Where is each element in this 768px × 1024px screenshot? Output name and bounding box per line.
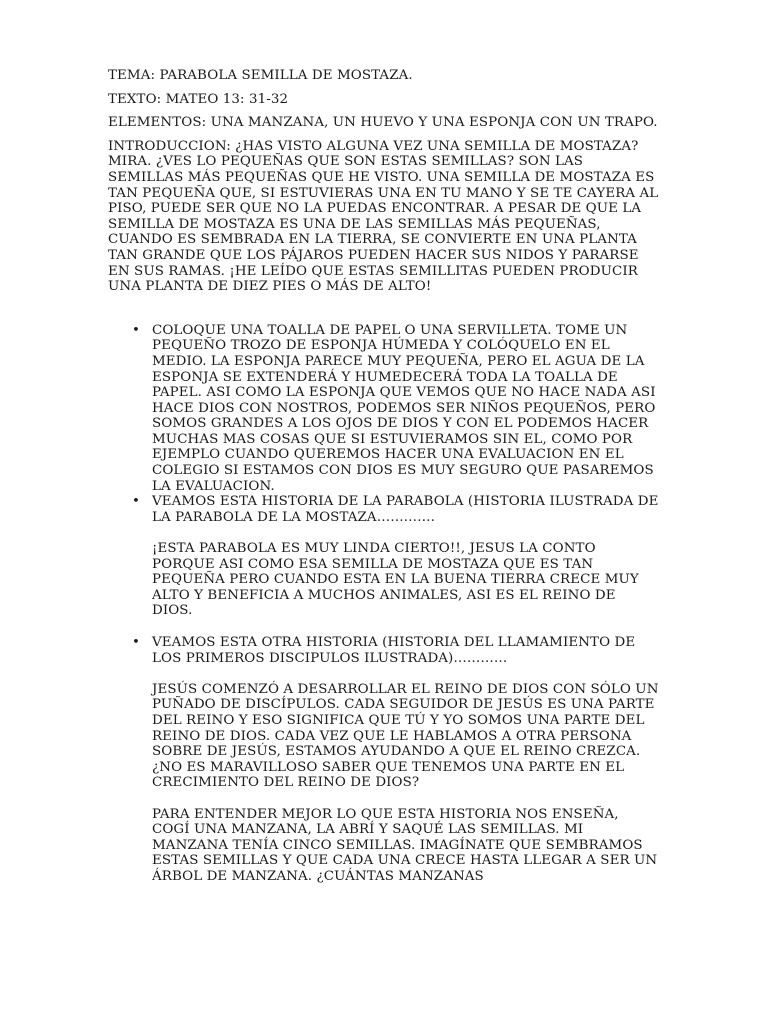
bullet-icon: •: [132, 494, 140, 510]
introduccion-paragraph: INTRODUCCION: ¿HAS VISTO ALGUNA VEZ UNA SEMILLA DE MOSTAZA? MIRA. ¿VES LO PEQUEÑAS QUE SON ESTAS SEMILLAS? SON LAS SEMILLAS MÁS PEQUEÑAS QUE HE VISTO. UNA SEMILLA DE MOSTAZA ES TAN PEQUEÑA QUE, SI ESTUVIERAS UNA EN TU MANO Y SE TE CAYERA AL PISO, PUEDE SER QUE NO LA PUEDAS ENCONTRAR. A PESAR DE QUE LA SEMILLA DE MOSTAZA ES UNA DE LAS SEMILLAS MÁS PEQUEÑAS, CUANDO ES SEMBRADA EN LA TIERRA, SE CONVIERTE EN UNA PLANTA TAN GRANDE QUE LOS PÁJAROS PUEDEN HACER SUS NIDOS Y PARARSE EN SUS RAMAS. ¡HE LEÍDO QUE ESTAS SEMILLITAS PUEDEN PRODUCIR UNA PLANTA DE DIEZ PIES O MÁS DE ALTO!: [108, 138, 659, 295]
list-item: [108, 635, 660, 885]
bullet-icon: •: [132, 635, 140, 650]
list-item-text: COLOQUE UNA TOALLA DE PAPEL O UNA SERVILLETA. TOME UN PEQUEÑO TROZO DE ESPONJA HÚMEDA Y COLÓQUELO EN EL MEDIO. LA ESPONJA PARECE MUY PEQUEÑA, PERO EL AGUA DE LA ESPONJA SE EXTENDERÁ Y HUMEDECERÁ TODA LA TOALLA DE PAPEL. ASI COMO LA ESPONJA QUE VEMOS QUE NO HACE NADA ASI HACE DIOS CON NOSTROS, PODEMOS SER NIÑOS PEQUEÑOS, PERO SOMOS GRANDES A LOS OJOS DE DIOS Y CON EL PODEMOS HACER MUCHAS MAS COSAS QUE SI ESTUVIERAMOS SIN EL, COMO POR EJEMPLO CUANDO QUEREMOS HACER UNA EVALUACION EN EL COLEGIO SI ESTAMOS CON DIOS ES MUY SEGURO QUE PASAREMOS LA EVALUACION.: [152, 322, 656, 494]
list-item-text: VEAMOS ESTA OTRA HISTORIA (HISTORIA DEL LLAMAMIENTO DE LOS PRIMEROS DISCIPULOS ILUSTRADA)…………: [152, 635, 636, 666]
elementos-line: ELEMENTOS: UNA MANZANA, UN HUEVO Y UNA ESPONJA CON UN TRAPO.: [108, 115, 658, 131]
tema-line: TEMA: PARABOLA SEMILLA DE MOSTAZA.: [108, 68, 413, 83]
list-item-subparagraph: JESÚS COMENZÓ A DESARROLLAR EL REINO DE DIOS CON SÓLO UN PUÑADO DE DISCÍPULOS. CADA SEGUIDOR DE JESÚS ES UNA PARTE DEL REINO Y ESO SIGNIFICA QUE TÚ Y YO SOMOS UNA PARTE DEL REINO DE DIOS. CADA VEZ QUE LE HABLAMOS A OTRA PERSONA SOBRE DE JESÚS, ESTAMOS AYUDANDO A QUE EL REINO CREZCA. ¿NO ES MARAVILLOSO SABER QUE TENEMOS UNA PARTE EN EL CRECIMIENTO DEL REINO DE DIOS?: [152, 681, 659, 791]
texto-line: TEXTO: MATEO 13: 31-32: [108, 91, 289, 107]
section-spacer: [108, 303, 660, 323]
list-item-subparagraph: PARA ENTENDER MEJOR LO QUE ESTA HISTORIA NOS ENSEÑA, COGÍ UNA MANZANA, LA ABRÍ Y SAQUÉ LAS SEMILLAS. MI MANZANA TENÍA CINCO SEMILLAS. IMAGÍNATE QUE SEMBRAMOS ESTAS SEMILLAS Y QUE CADA UNA CRECE HASTA LLEGAR A SER UN ÁRBOL DE MANZANA. ¿CUÁNTAS MANZANAS: [152, 806, 658, 884]
activity-list: [108, 323, 660, 885]
list-item-text: VEAMOS ESTA HISTORIA DE LA PARABOLA (HISTORIA ILUSTRADA DE LA PARABOLA DE LA MOSTAZA………….: [152, 494, 659, 525]
list-item: [108, 323, 660, 495]
document-body: [108, 68, 660, 885]
list-item-subparagraph: ¡ESTA PARABOLA ES MUY LINDA CIERTO!!, JESUS LA CONTO PORQUE ASI COMO ESA SEMILLA DE MOSTAZA QUE ES TAN PEQUEÑA PERO CUANDO ESTA EN LA BUENA TIERRA CRECE MUY ALTO Y BENEFICIA A MUCHOS ANIMALES, ASI ES EL REINO DE DIOS.: [152, 541, 639, 619]
bullet-icon: •: [132, 322, 140, 338]
list-item: [108, 494, 660, 619]
